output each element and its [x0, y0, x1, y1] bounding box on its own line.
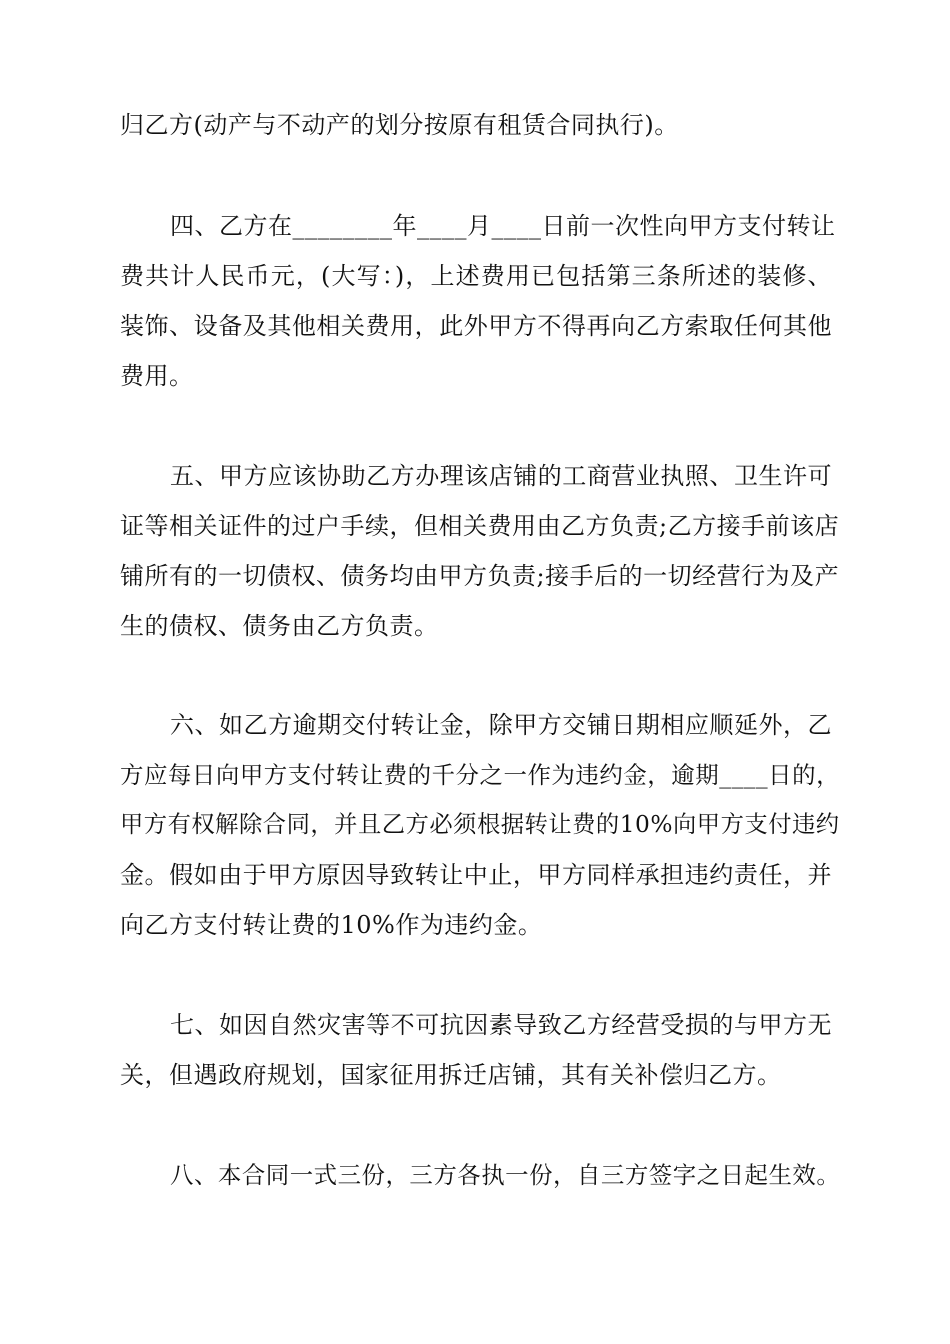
paragraph-line: 七、如因自然灾害等不可抗因素导致乙方经营受损的与甲方无	[170, 1011, 832, 1039]
paragraph-line: 关，但遇政府规划，国家征用拆迁店铺，其有关补偿归乙方。	[120, 1061, 782, 1089]
paragraph-line: 方应每日向甲方支付转让费的千分之一作为违约金，逾期____日的，	[120, 761, 841, 789]
paragraph-line: 金。假如由于甲方原因导致转让中止，甲方同样承担违约责任，并	[120, 861, 832, 889]
paragraph-line: 证等相关证件的过户手续，但相关费用由乙方负责;乙方接手前该店	[120, 512, 840, 540]
paragraph-line: 铺所有的一切债权、债务均由甲方负责;接手后的一切经营行为及产	[120, 562, 840, 590]
paragraph-line: 装饰、设备及其他相关费用，此外甲方不得再向乙方索取任何其他	[120, 312, 832, 340]
paragraph-line: 归乙方(动产与不动产的划分按原有租赁合同执行)。	[120, 111, 679, 139]
paragraph-line: 生的债权、债务由乙方负责。	[120, 612, 439, 640]
paragraph-line: 六、如乙方逾期交付转让金，除甲方交铺日期相应顺延外，乙	[170, 711, 832, 739]
paragraph-line: 费用。	[120, 362, 194, 390]
paragraph-line: 四、乙方在________年____月____日前一次性向甲方支付转让	[170, 212, 836, 240]
paragraph-line: 八、本合同一式三份，三方各执一份，自三方签字之日起生效。	[170, 1161, 841, 1189]
paragraph-line: 费共计人民币元，(大写：)，上述费用已包括第三条所述的装修、	[120, 262, 832, 290]
paragraph-line: 向乙方支付转让费的10%作为违约金。	[120, 911, 543, 939]
paragraph-line: 五、甲方应该协助乙方办理该店铺的工商营业执照、卫生许可	[170, 462, 832, 490]
paragraph-line: 甲方有权解除合同，并且乙方必须根据转让费的10%向甲方支付违约	[120, 811, 840, 838]
